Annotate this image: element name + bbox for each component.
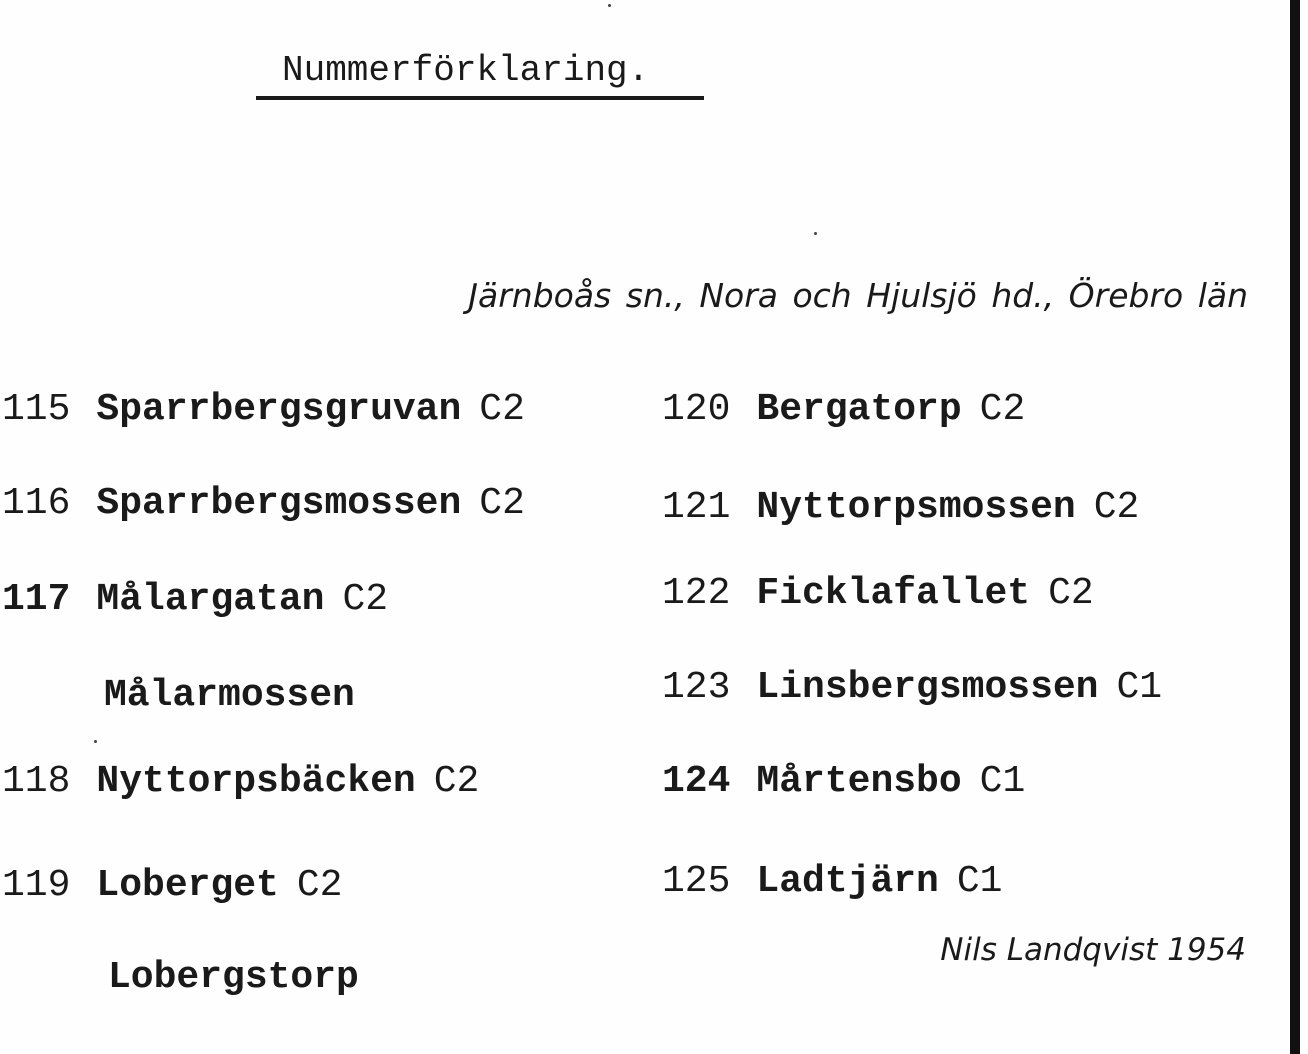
entry-grid: C2	[479, 482, 525, 525]
entry-name: Målargatan	[96, 578, 325, 621]
entry-name: Nyttorpsmossen	[756, 486, 1076, 529]
place-entry-115	[2, 388, 525, 431]
place-entry-122	[662, 572, 1094, 615]
entry-grid: C2	[1093, 486, 1140, 529]
entry-name: Nyttorpsbäcken	[96, 760, 416, 803]
place-entry-117	[2, 578, 388, 621]
entry-name: Bergatorp	[756, 388, 962, 431]
entry-number: 125	[662, 860, 731, 903]
place-entry-125	[662, 860, 1002, 903]
entry-number: 124	[662, 760, 731, 803]
entry-name: Lobergstorp	[108, 956, 359, 999]
place-entry-123	[662, 666, 1162, 709]
place-entry-119	[2, 864, 342, 907]
entry-number: 116	[2, 482, 71, 525]
entry-name: Sparrbergsgruvan	[96, 388, 462, 431]
document-title: Nummerförklaring.	[282, 50, 650, 91]
entry-name: Sparrbergsmossen	[96, 482, 462, 525]
place-entry-subname	[104, 674, 355, 717]
entry-number: 121	[662, 486, 731, 529]
scan-speck	[94, 740, 97, 743]
entry-number: 117	[2, 578, 71, 621]
entry-name: Mårtensbo	[756, 760, 962, 803]
entry-number: 119	[2, 864, 71, 907]
entry-number: 120	[662, 388, 731, 431]
entry-grid: C1	[1116, 666, 1163, 709]
scan-speck	[814, 232, 817, 235]
entry-number: 115	[2, 388, 71, 431]
entry-grid: C2	[479, 388, 525, 431]
entry-grid: C1	[979, 760, 1026, 803]
entry-name: Loberget	[96, 864, 279, 907]
title-underline	[256, 96, 704, 100]
entry-name: Ladtjärn	[756, 860, 939, 903]
place-entry-116	[2, 482, 525, 525]
entry-name: Ficklafallet	[756, 572, 1031, 615]
scan-speck	[608, 4, 611, 7]
entry-number: 122	[662, 572, 731, 615]
author-signature: Nils Landqvist 1954	[940, 932, 1246, 968]
place-entry-124	[662, 760, 1025, 803]
entry-grid: C1	[956, 860, 1003, 903]
entry-number: 118	[2, 760, 71, 803]
entry-grid: C2	[1048, 572, 1094, 615]
page-edge-border	[1290, 0, 1300, 1054]
place-entry-121	[662, 486, 1139, 529]
entry-number: 123	[662, 666, 731, 709]
entry-name: Linsbergsmossen	[756, 666, 1099, 709]
entry-grid: C2	[979, 388, 1026, 431]
entry-name: Målarmossen	[104, 674, 355, 717]
entry-grid: C2	[296, 864, 343, 907]
entry-grid: C2	[433, 760, 480, 803]
entry-grid: C2	[342, 578, 389, 621]
place-entry-120	[662, 388, 1025, 431]
locality-line: Järnboås sn., Nora och Hjulsjö hd., Örebro län	[468, 276, 1248, 315]
place-entry-subname	[108, 956, 359, 999]
place-entry-118	[2, 760, 479, 803]
